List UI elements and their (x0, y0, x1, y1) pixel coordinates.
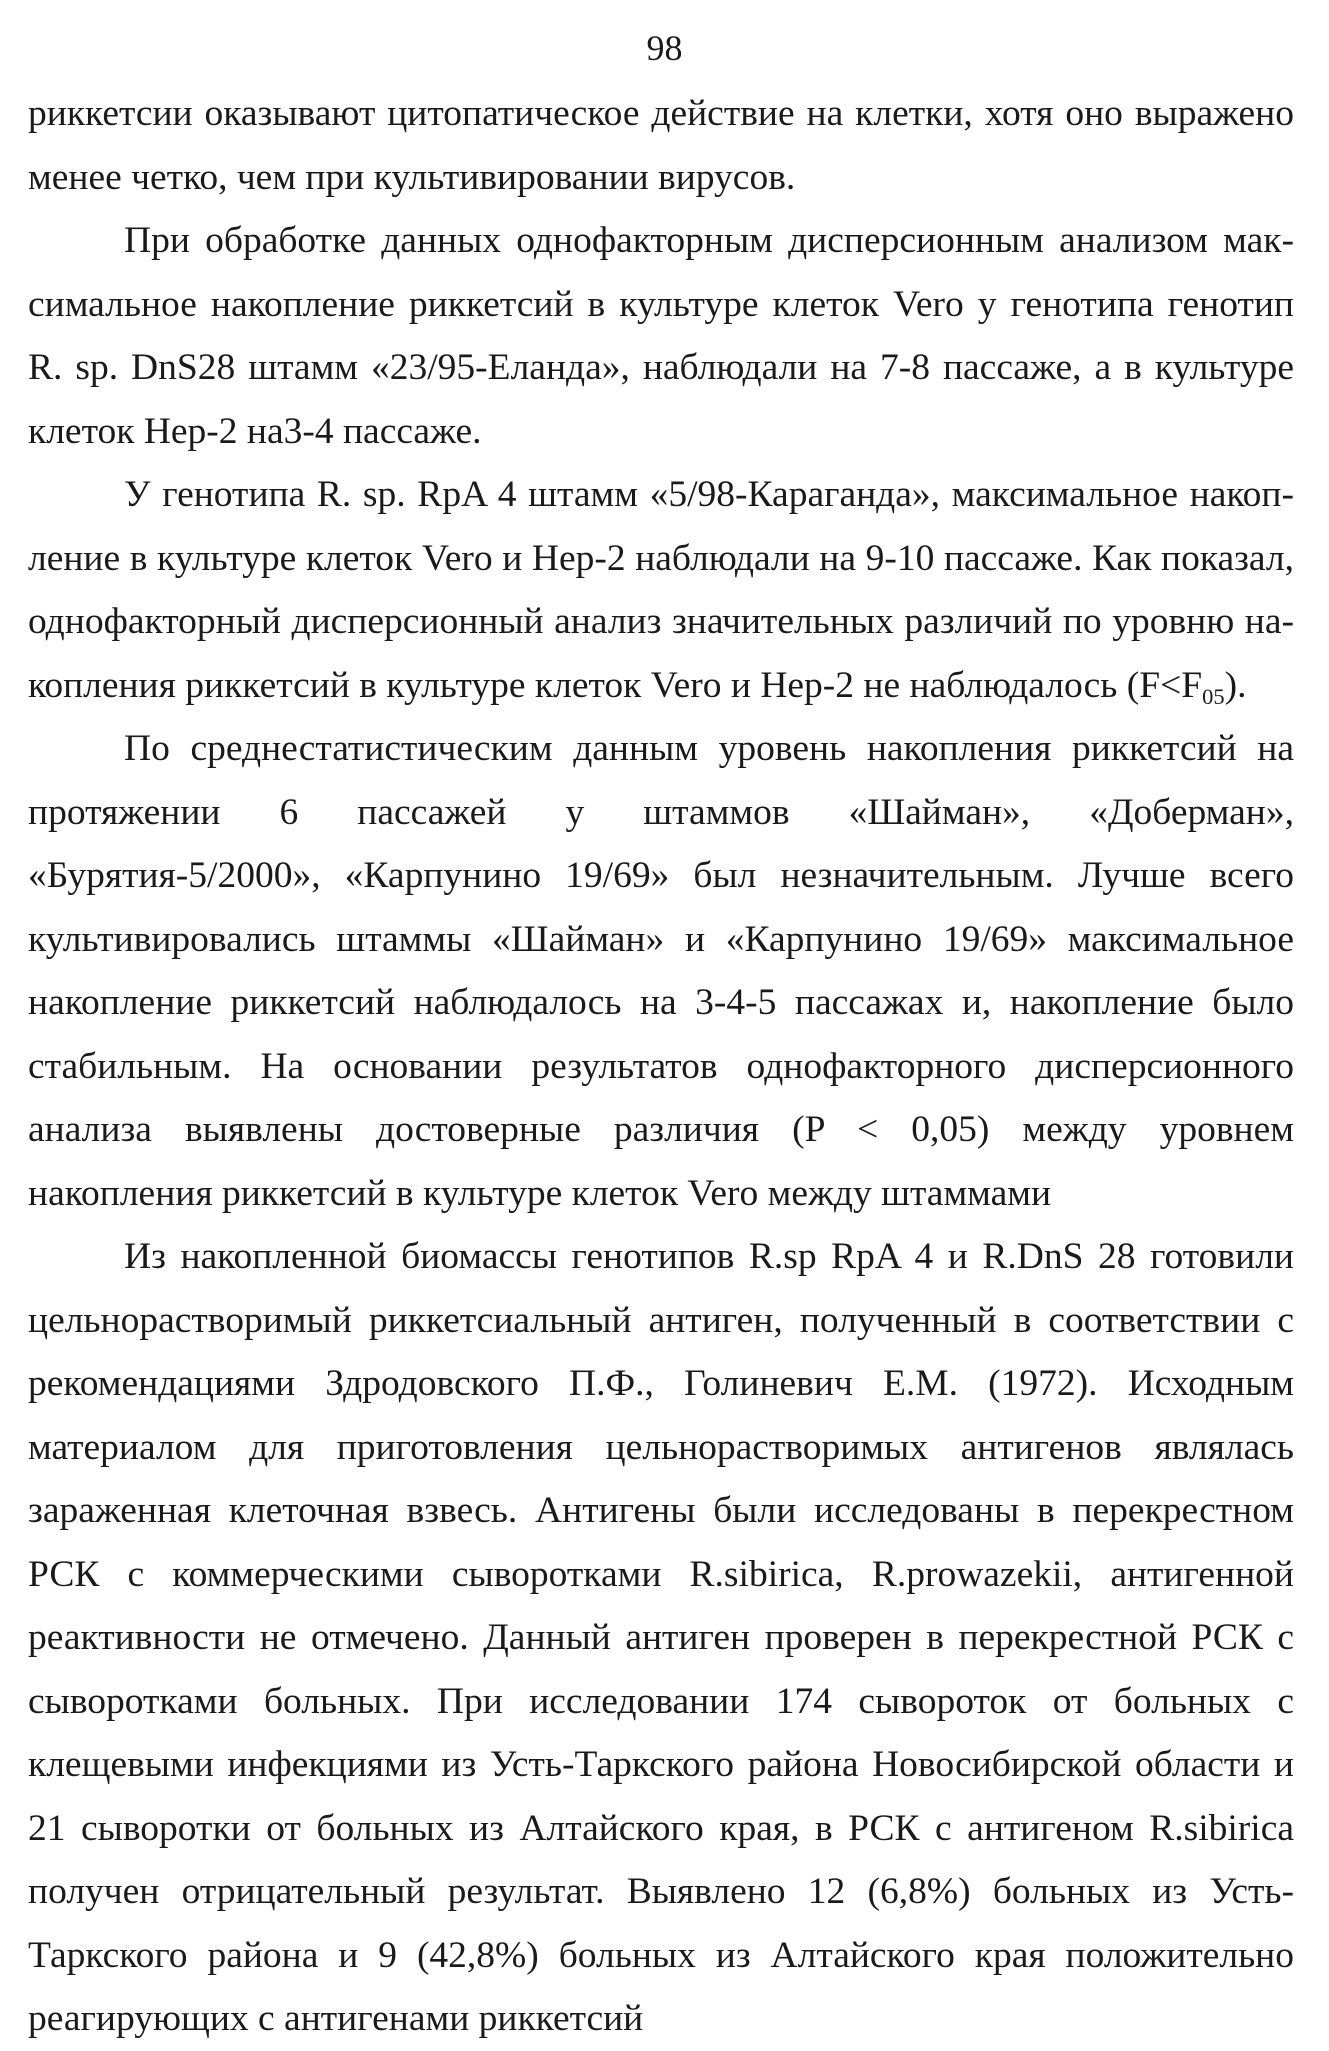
paragraph-3-tail: ). (1224, 664, 1247, 706)
subscript-05: 05 (1202, 683, 1225, 709)
paragraph-1: риккетсии оказывают цитопатическое действие на клетки, хотя оно выражено менее четко, чем при культивировании вирусов. (28, 93, 1294, 198)
paragraph-4: По среднестатистическим данным уровень накопления риккетсий на протяжении 6 пассажей у штаммов «Шайман», «Доберман», «Бурятия-5/2000», «Карпунино 19/69» был незначительным. Лучше всего культивировались штаммы «Шайман» и «Карпунино 19/69» максимальное накопление риккетсий наблюдалось на 3-4-5 пассажах и, накопление было стабильным. На основании результатов однофакторного дисперсионного анализа выявлены достоверные различия (P < 0,05) между уровнем накопления риккетсий в культуре клеток Vero между штаммами (28, 728, 1294, 1214)
paragraph-3-text: У генотипа R. sp. RpA 4 штамм «5/98-Караганда», максимальное накопление в культуре клеток Vero и Hep-2 наблюдали на 9-10 пассаже. Как показал, однофакторный дисперсионный анализ значительных различий по уровню накопления риккетсий в культуре клеток Vero и Hep-2 не наблюдалось (F<F (28, 474, 1294, 706)
paragraph-2: При обработке данных однофакторным дисперсионным анализом максимальное накопление риккетсий в культуре клеток Vero у генотипа генотип R. sp. DnS28 штамм «23/95-Еланда», наблюдали на 7-8 пассаже, а в культуре клеток Hep-2 на3-4 пассаже. (28, 220, 1294, 452)
page-number: 98 (646, 28, 683, 68)
paragraph-3 (28, 463, 1294, 717)
document-body (28, 82, 1294, 2051)
paragraph-5: Из накопленной биомассы генотипов R.sp RpA 4 и R.DnS 28 готовили цельнорастворимый риккетсиальный антиген, полученный в соответствии с рекомендациями Здродовского П.Ф., Голиневич Е.М. (1972). Исходным материалом для приготовления цельнорастворимых антигенов являлась зараженная клеточная взвесь. Антигены были исследованы в перекрестном РСК с коммерческими сыворотками R.sibirica, R.prowazekii, антигенной реактивности не отмечено. Данный антиген проверен в перекрестной РСК с сыворотками больных. При исследовании 174 сывороток от больных с клещевыми инфекциями из Усть-Таркского района Новосибирской области и 21 сыворотки от больных из Алтайского края, в РСК с антигеном R.sibirica получен отрицательный результат. Выявлено 12 (6,8%) больных из Усть-Таркского района и 9 (42,8%) больных из Алтайского края положительно реагирующих с антигенами риккетсий (28, 1236, 1294, 2039)
